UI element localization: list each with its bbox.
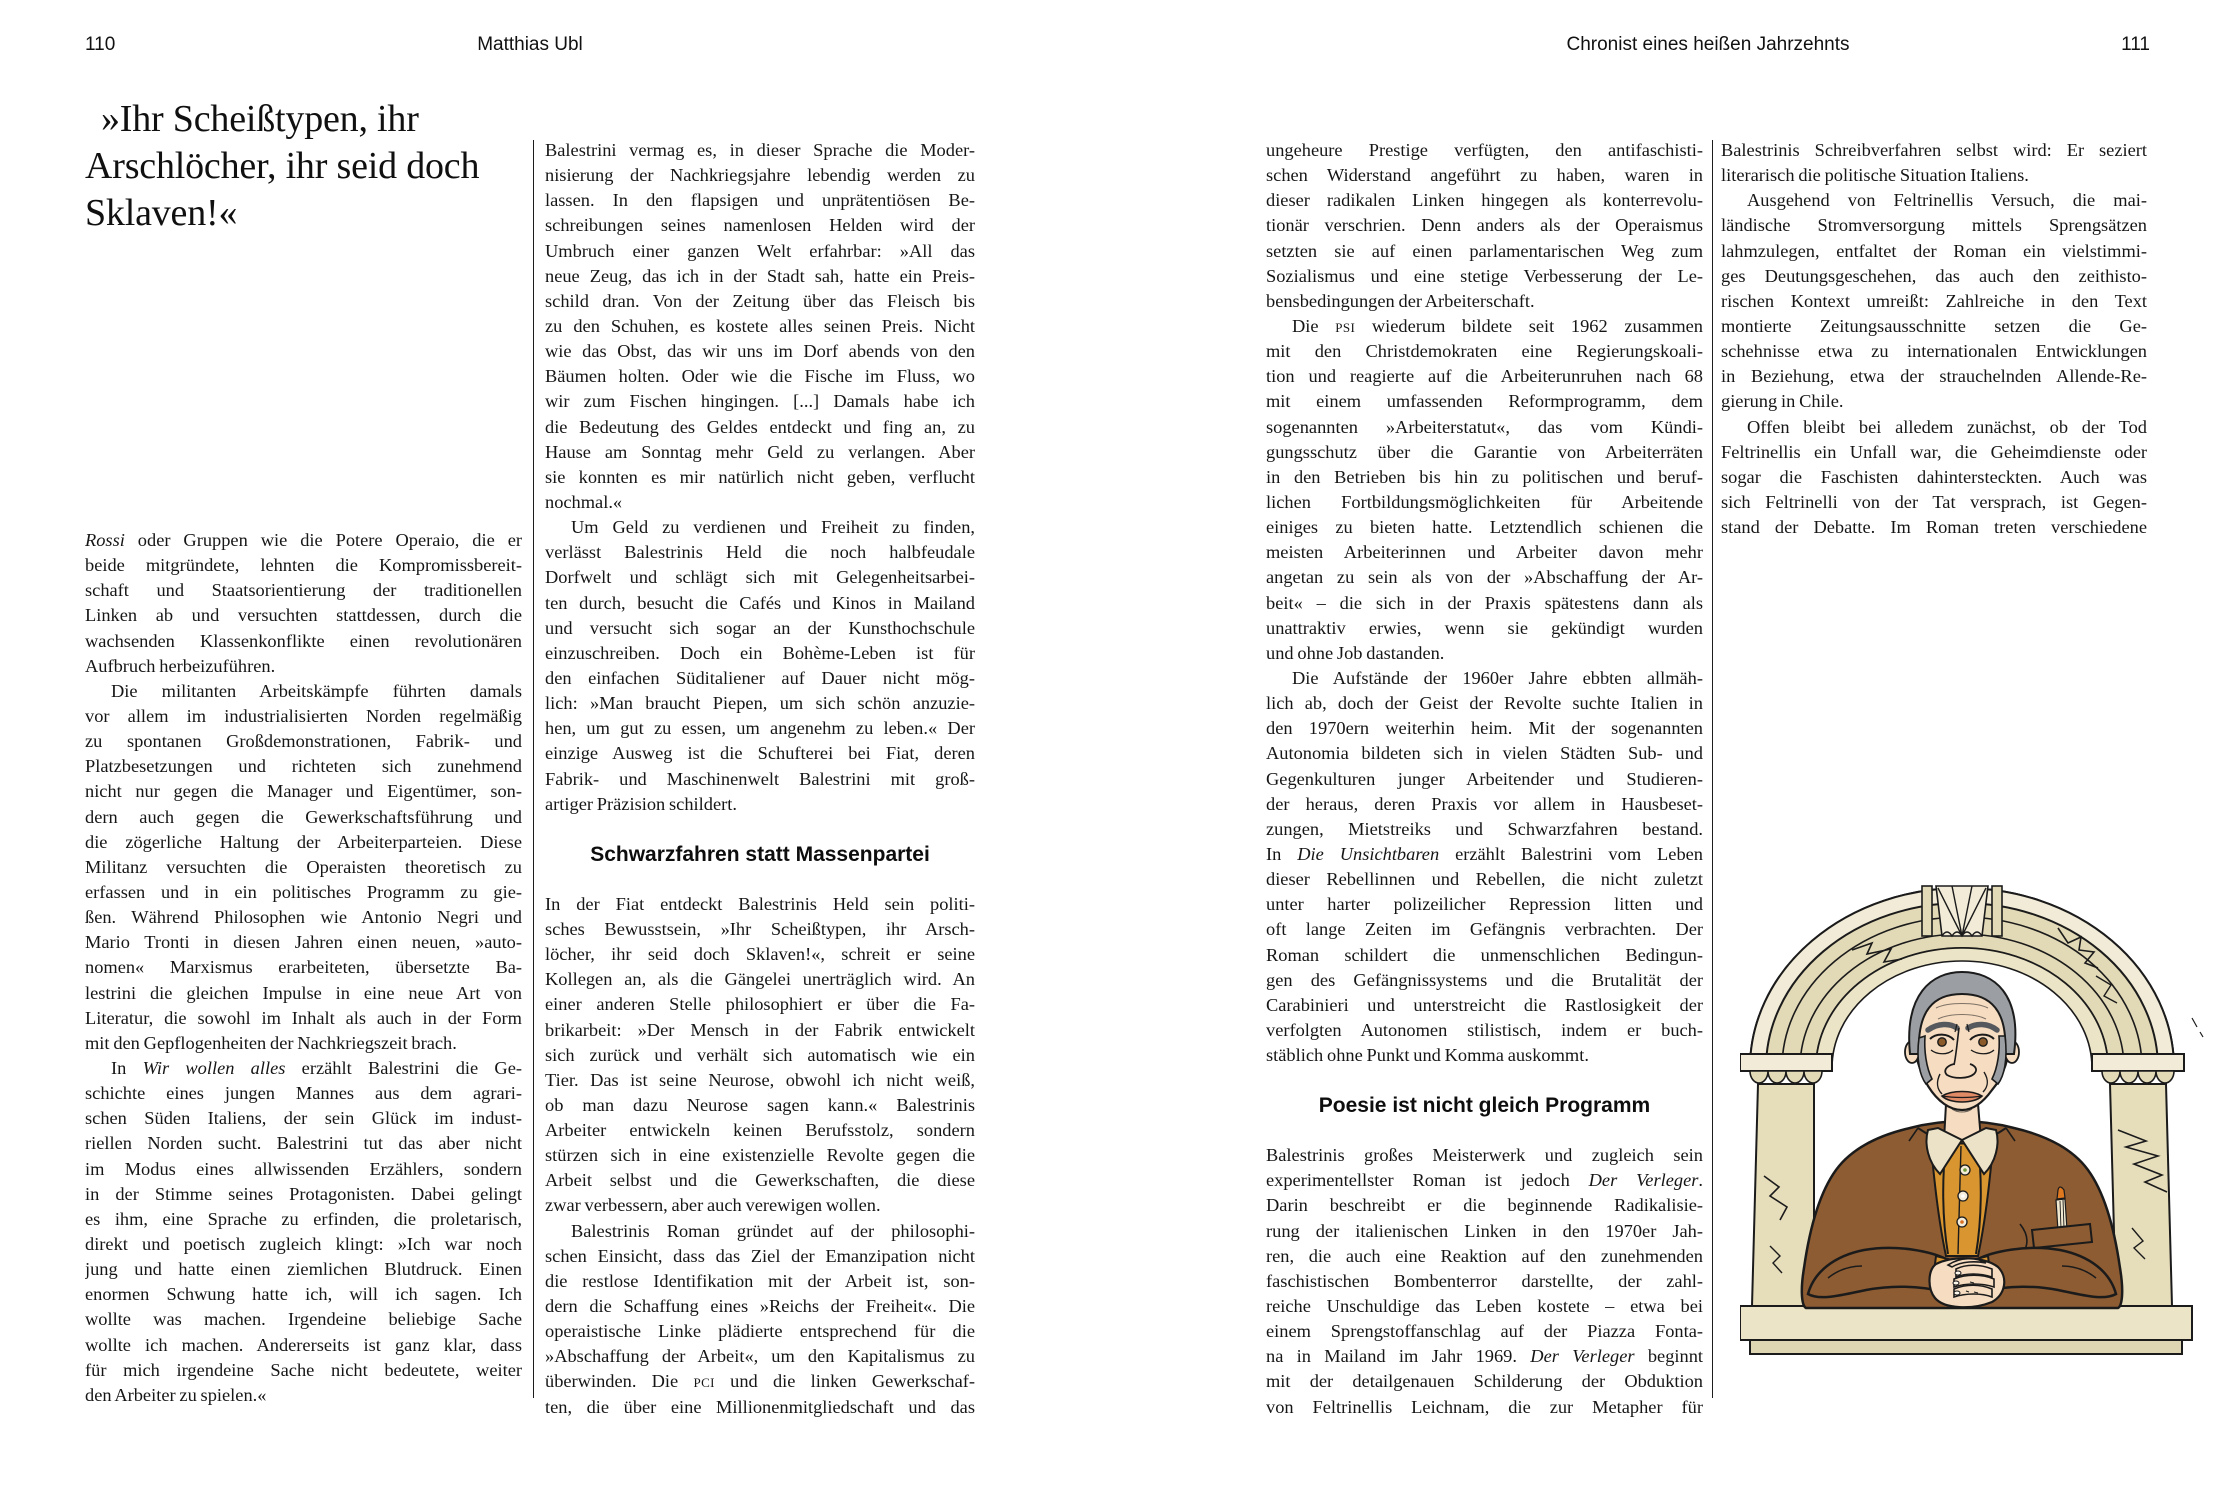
text-line: setzten sie auf einen parlamentarischen Weg zum xyxy=(1266,240,1703,261)
pull-quote-line: Sklaven!« xyxy=(85,192,238,234)
text-line: stand der Debatte. Im Roman treten verschiedene xyxy=(1721,517,2147,538)
text-line: wir zum Fischen hingingen. [...] Damals habe ich xyxy=(545,391,975,412)
text-line: direkt und poetisch zugleich klingt: »Ich war noch xyxy=(85,1233,522,1254)
text-line: literarisch die politische Situation Italiens. xyxy=(1721,165,2029,186)
text-line: die zögerliche Haltung der Arbeiterparteien. Diese xyxy=(85,831,522,852)
section-heading: Schwarzfahren statt Massenpartei xyxy=(590,842,930,866)
text-line: faschistischen Bombenterror darstellte, der zahl- xyxy=(1266,1270,1703,1291)
text-line: ob man dazu Neurose sagen kann.« Balestrinis xyxy=(545,1094,975,1115)
text-line: Rossi oder Gruppen wie die Potere Operaio, die er xyxy=(85,530,522,550)
text-line: verfolgten Autonomen stilistisch, indem er buch- xyxy=(1266,1019,1703,1040)
text-line: sich Feltrinelli von der Tat versprach, ist Gegen- xyxy=(1721,491,2147,512)
text-line: dieser Rebellinnen und Rebellen, die nicht zuletzt xyxy=(1266,869,1703,890)
text-line: unter harter polizeilicher Repression litten und xyxy=(1266,894,1703,915)
text-line: Tier. Das ist seine Neurose, obwohl ich nicht weiß, xyxy=(545,1069,975,1090)
text-line: mit den Christdemokraten eine Regierungskoali- xyxy=(1266,341,1703,362)
text-line: Dorfwelt und schlägt sich mit Gelegenheitsarbei- xyxy=(545,567,975,588)
text-line: ten, die über eine Millionenmitgliedschaft und das xyxy=(545,1396,975,1417)
text-line: Balestrinis Roman gründet auf der philosophi- xyxy=(571,1220,975,1241)
text-line: schen Widerstand angeführt zu haben, waren in xyxy=(1266,165,1703,186)
text-line: dern die Schaffung eines »Reichs der Freiheit«. Die xyxy=(545,1296,975,1317)
text-line: vor allem im industrialisierten Norden regelmäßig xyxy=(85,705,522,726)
text-line: ungeheure Prestige verfügten, den antifaschisti- xyxy=(1266,140,1703,160)
text-line: Um Geld zu verdienen und Freiheit zu finden, xyxy=(571,517,975,538)
text-line: erfassen und in ein politisches Programm zu gie- xyxy=(85,881,522,902)
text-line: Platzbesetzungen und richteten sich zunehmend xyxy=(85,756,522,777)
text-line: Mario Tronti in diesen Jahren einen neuen, »auto- xyxy=(85,932,522,953)
text-line: Hause am Sonntag mehr Geld zu verlangen. Aber xyxy=(545,441,975,462)
text-line: schen Süden Italiens, der sein Glück im indust- xyxy=(85,1108,522,1129)
text-line: verlässt Balestrinis Held die noch halbfeudale xyxy=(545,542,975,563)
text-line: tionär verschrien. Denn anders als der Operaismus xyxy=(1266,215,1703,236)
text-line: die restlose Identifikation mit der Arbeit ist, son- xyxy=(545,1270,975,1291)
text-line: nisierung der Nachkriegsjahre lebendig werden zu xyxy=(545,165,975,186)
text-line: stäblich ohne Punkt und Komma auskommt. xyxy=(1266,1045,1589,1066)
text-line: zu den Schuhen, es kostete alles seinen Preis. Nicht xyxy=(545,315,975,336)
text-line: gierung in Chile. xyxy=(1721,391,1844,412)
text-line: reiche Unschuldige das Leben kostete – etwa bei xyxy=(1266,1296,1703,1317)
text-line: zu spontanen Großdemonstrationen, Fabrik- und xyxy=(85,731,522,752)
section-heading: Poesie ist nicht gleich Programm xyxy=(1318,1094,1651,1118)
text-line: den Arbeiter zu spielen.« xyxy=(85,1384,267,1405)
page-number-left: 110 xyxy=(85,34,116,55)
text-line: montierte Zeitungsausschnitte setzen die Ge- xyxy=(1721,315,2147,336)
text-line: in der Stimme seines Protagonisten. Dabei gelingt xyxy=(85,1183,522,1204)
text-line: die Bedeutung des Geldes entdeckt und fing an, zu xyxy=(545,416,975,437)
stone-ledge xyxy=(1740,1306,2192,1354)
text-line: lich ab, doch der Geist der Revolte suchte Italien in xyxy=(1266,693,1703,714)
text-line: tion und reagierte auf die Arbeiterunruhen nach 68 xyxy=(1266,366,1703,387)
text-line: Arbeit selbst und die Gewerkschaften, die diese xyxy=(545,1170,975,1191)
text-line: Kollegen an, als die Gängelei unerträglich wird. An xyxy=(545,969,975,990)
text-line: einzuschreiben. Doch ein Bohème-Leben ist für xyxy=(545,642,975,663)
text-line: dieser radikalen Linken hingegen als konterrevolu- xyxy=(1266,190,1703,211)
text-line: lestrini die gleichen Impulse in eine neue Art von xyxy=(85,982,522,1003)
text-line: lahmzulegen, entfaltet der Roman ein vielstimmi- xyxy=(1721,240,2147,261)
text-line: Darin beschreibt er die beginnende Radikalisie- xyxy=(1266,1195,1703,1216)
text-line: hen, um gut zu essen, um angenehm zu leben.« Der xyxy=(545,718,975,739)
text-line: im Modus eines allwissenden Erzählers, sondern xyxy=(85,1158,522,1179)
text-line: mit der detailgenauen Schilderung der Obduktion xyxy=(1266,1371,1703,1392)
text-line: operaistische Linke plädierte entsprechend für die xyxy=(545,1321,975,1342)
running-title-right: Chronist eines heißen Jahrzehnts xyxy=(1566,34,1850,55)
text-line: na in Mailand im Jahr 1969. Der Verleger beginnt xyxy=(1266,1346,1703,1367)
text-line: mit den Gepflogenheiten der Nachkriegszeit brach. xyxy=(85,1032,457,1053)
eye-right xyxy=(1979,1038,1987,1046)
text-line: riellen Norden sucht. Balestrini tut das aber nicht xyxy=(85,1133,522,1154)
text-line: von Feltrinellis Leichnam, die zur Metapher für xyxy=(1266,1396,1703,1417)
text-line: Die Aufstände der 1960er Jahre ebbten allmäh- xyxy=(1292,667,1703,688)
text-line: überwinden. Die pci und die linken Gewerkschaf- xyxy=(545,1371,975,1392)
text-line: den 1970ern weiterhin heim. Mit der sogenannten xyxy=(1266,718,1703,739)
text-line: oft lange Zeiten im Gefängnis verbrachten. Der xyxy=(1266,919,1703,940)
text-line: Balestrinis Schreibverfahren selbst wird: Er seziert xyxy=(1721,140,2147,160)
text-line: sches Bewusstsein, »Ihr Scheißtypen, ihr Arsch- xyxy=(545,918,975,939)
text-line: zwar verbessern, aber auch verewigen wollen. xyxy=(545,1195,881,1216)
text-line: stürzen sich in eine existenzielle Revolte gegen die xyxy=(545,1145,975,1166)
text-line: den einfachen Süditaliener auf Dauer nicht mög- xyxy=(545,667,975,688)
text-line: ges Deutungsgeschehen, das auch den zeithisto- xyxy=(1721,265,2147,286)
text-line: einiges zu bieten hatte. Letztendlich schienen die xyxy=(1266,517,1703,538)
text-line: beide mitgründete, lehnten die Kompromissbereit- xyxy=(85,555,522,576)
balestrini-portrait-illustration xyxy=(1740,878,2232,1356)
text-line: Offen bleibt bei alledem zunächst, ob der Tod xyxy=(1747,416,2147,437)
text-line: rung der italienischen Linken in den 1970er Jah- xyxy=(1266,1220,1703,1241)
text-line: es ihm, eine Sprache zu erfinden, die proletarisch, xyxy=(85,1208,522,1229)
text-column-3 xyxy=(1266,138,1703,1420)
text-line: bensbedingungen der Arbeiterschaft. xyxy=(1266,290,1535,311)
text-line: für mich irgendeine Sache nicht bedeutete, weiter xyxy=(85,1359,522,1380)
text-column-2 xyxy=(545,138,975,1420)
text-line: Arbeiter entwickeln keinen Berufsstolz, sondern xyxy=(545,1120,975,1141)
pen-icon xyxy=(2057,1187,2065,1199)
text-line: Aufbruch herbeizuführen. xyxy=(85,655,276,676)
text-column-4 xyxy=(1721,138,2147,540)
text-line: sie konnten es mir natürlich nicht geben, verflucht xyxy=(545,466,975,487)
pull-quote-line: »Ihr Scheißtypen, ihr xyxy=(101,98,419,140)
text-line: nomen« Marxismus erarbeiteten, übersetzte Ba- xyxy=(85,957,522,978)
text-line: Ausgehend von Feltrinellis Versuch, die mai- xyxy=(1747,190,2147,211)
text-line: mit einem umfassenden Reformprogramm, dem xyxy=(1266,391,1703,412)
text-line: Bäumen holten. Oder wie die Fische im Fluss, wo xyxy=(545,366,975,387)
text-line: und ohne Job dastanden. xyxy=(1266,642,1445,663)
text-line: wollte ich machen. Andererseits ist ganz klar, dass xyxy=(85,1334,522,1355)
text-line: und versucht sich sogar an der Kunsthochschule xyxy=(545,617,975,638)
text-line: schen Einsicht, dass das Ziel der Emanzipation nicht xyxy=(545,1245,975,1266)
text-line: wollte was machen. Irgendeine beliebige Sache xyxy=(85,1309,522,1330)
text-line: Balestrinis großes Meisterwerk und zugleich sein xyxy=(1266,1145,1703,1166)
pull-quote xyxy=(85,96,555,237)
text-line: löcher, ihr seid doch Sklaven!«, schreit er seine xyxy=(545,944,975,965)
text-line: meisten Arbeiterinnen und Arbeiter davon mehr xyxy=(1266,542,1703,563)
text-line: schehnisse etwa zu internationalen Entwicklungen xyxy=(1721,341,2147,362)
text-line: Linken ab und versuchten stattdessen, durch die xyxy=(85,605,522,626)
text-line: beit« – die sich in der Praxis spätestens dann als xyxy=(1266,592,1703,613)
text-line: zungen, Mietstreiks und Schwarzfahren bestand. xyxy=(1266,818,1703,839)
text-line: enormen Schwung hatte ich, will ich sagen. Ich xyxy=(85,1284,522,1305)
text-line: »Abschaffung der Arbeit«, um den Kapitalismus zu xyxy=(545,1346,975,1367)
text-line: einzige Ausweg ist die Schufterei bei Fiat, deren xyxy=(545,743,975,764)
text-line: In der Fiat entdeckt Balestrinis Held sein politi- xyxy=(545,893,975,914)
text-line: sogar die Faschisten dahintersteckten. Auch was xyxy=(1721,466,2147,487)
text-line: Autonomia bildeten sich in vielen Städten Sub- und xyxy=(1266,743,1703,764)
text-line: Literatur, die sowohl im Inhalt als auch in der Form xyxy=(85,1007,522,1028)
text-line: nochmal.« xyxy=(545,491,623,512)
text-line: Feltrinellis ein Unfall war, die Geheimdienste oder xyxy=(1721,441,2147,462)
text-line: gungsschutz über die Garantie von Arbeiterräten xyxy=(1266,441,1703,462)
text-line: gen des Gefängnissystems und die Brutalität der xyxy=(1266,969,1703,990)
text-line: jung und hatte einen ziemlichen Blutdruck. Einen xyxy=(85,1259,522,1280)
text-line: schichte eines jungen Mannes aus dem agrari- xyxy=(85,1083,522,1104)
text-line: lich: »Man braucht Piepen, um sich schön anzuzie- xyxy=(545,693,975,714)
text-line: sogenannten »Arbeiterstatut«, das vom Kündi- xyxy=(1266,416,1703,437)
column-divider-left-page xyxy=(533,140,534,1398)
page-number-right: 111 xyxy=(2121,34,2150,55)
text-line: Sozialismus und eine stetige Verbesserung der Le- xyxy=(1266,265,1703,286)
text-line: ren, die auch eine Reaktion auf den zunehmenden xyxy=(1266,1245,1703,1266)
text-line: lichen Fortbildungsmöglichkeiten für Arbeitende xyxy=(1266,491,1703,512)
text-line: schreibungen seines namenlosen Helden wird der xyxy=(545,215,975,236)
eye-left xyxy=(1938,1038,1946,1046)
text-line: schild dran. Von der Zeitung über das Fleisch bis xyxy=(545,290,975,311)
text-line: Roman schildert die unmenschlichen Bedingun- xyxy=(1266,944,1703,965)
clasped-hands xyxy=(1929,1258,2004,1307)
pull-quote-line: Arschlöcher, ihr seid doch xyxy=(85,145,480,187)
text-line: experimentellster Roman ist jedoch Der Verleger. xyxy=(1266,1170,1703,1191)
text-line: ländische Stromversorgung mittels Sprengsätzen xyxy=(1721,215,2147,236)
text-line: rischen Kontext umreißt: Zahlreiche in den Text xyxy=(1721,290,2147,311)
text-line: lassen. In den flapsigen und unprätentiösen Be- xyxy=(545,190,975,211)
text-line: in den Betrieben bis hin zu politischen und beruf- xyxy=(1266,466,1703,487)
text-line: dern auch gegen die Gewerkschaftsführung und xyxy=(85,806,522,827)
text-line: nicht nur gegen die Manager und Eigentümer, son- xyxy=(85,781,522,802)
text-line: unattraktiv erwies, wenn sie gekündigt wurden xyxy=(1266,617,1703,638)
text-line: artiger Präzision schildert. xyxy=(545,793,737,814)
text-line: ten durch, besucht die Cafés und Kinos in Mailand xyxy=(545,592,975,613)
text-line: angetan zu sein als von der »Abschaffung der Ar- xyxy=(1266,567,1703,588)
text-line: Umbruch einer ganzen Welt erfahrbar: »All das xyxy=(545,240,975,261)
text-line: Fabrik- und Maschinenwelt Balestrini mit groß- xyxy=(545,768,975,789)
text-line: Carabinieri und unterstreicht die Rastlosigkeit der xyxy=(1266,994,1703,1015)
text-line: wachsenden Klassenkonflikte einen revolutionären xyxy=(85,630,522,651)
text-line: Militanz versuchten die Operaisten theoretisch zu xyxy=(85,856,522,877)
text-line: wie das Obst, das wir uns im Dorf abends von den xyxy=(545,341,975,362)
text-line: neue Zeug, das ich in der Stadt sah, hatte ein Preis- xyxy=(545,265,975,286)
running-title-left: Matthias Ubl xyxy=(477,34,583,55)
text-line: schaft und Staatsorientierung der traditionellen xyxy=(85,580,522,601)
text-line: in Beziehung, etwa der strauchelnden Allende-Re- xyxy=(1721,366,2147,387)
portrait-man xyxy=(1802,972,2122,1308)
text-line: In Die Unsichtbaren erzählt Balestrini vom Leben xyxy=(1266,843,1703,864)
text-line: Balestrini vermag es, in dieser Sprache die Moder- xyxy=(545,140,975,160)
text-line: Die psi wiederum bildete seit 1962 zusammen xyxy=(1292,315,1703,336)
text-line: sich zurück und verhält sich automatisch wie ein xyxy=(545,1044,975,1065)
text-line: brikarbeit: »Der Mensch in der Fabrik entwickelt xyxy=(545,1019,975,1040)
text-line: der heraus, deren Praxis vor allem in Hausbeset- xyxy=(1266,793,1703,814)
text-line: einem Sprengstoffanschlag auf der Piazza Fonta- xyxy=(1266,1321,1703,1342)
column-divider-right-page xyxy=(1712,140,1713,1398)
text-line: einer anderen Stelle philosophiert er über die Fa- xyxy=(545,994,975,1015)
text-column-1 xyxy=(85,528,522,1408)
text-line: Gegenkulturen junger Arbeitender und Studieren- xyxy=(1266,768,1703,789)
text-line: ßen. Während Philosophen wie Antonio Negri und xyxy=(85,907,522,928)
text-line: Die militanten Arbeitskämpfe führten damals xyxy=(111,680,522,701)
text-line: In Wir wollen alles erzählt Balestrini die Ge- xyxy=(111,1057,522,1078)
